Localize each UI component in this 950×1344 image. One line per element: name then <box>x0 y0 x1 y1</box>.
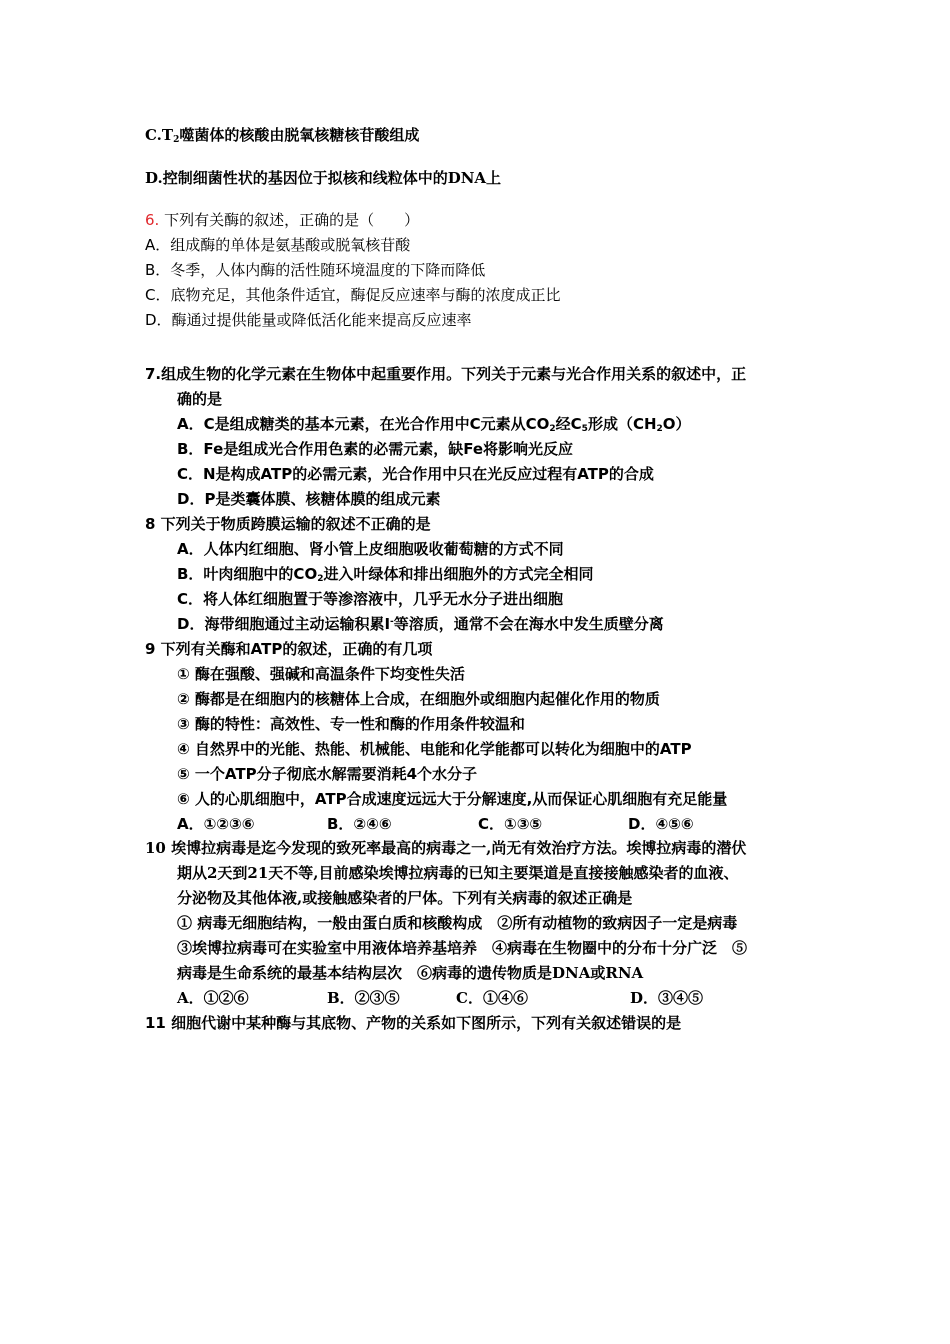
q10-stem: 10 埃博拉病毒是迄今发现的致死率最高的病毒之一,尚无有效治疗方法。埃博拉病毒的潜伏 <box>145 839 747 857</box>
q8-option-a: A．人体内红细胞、肾小管上皮细胞吸收葡萄糖的方式不同 <box>177 540 564 558</box>
q7-stem: 7.组成生物的化学元素在生物体中起重要作用。下列关于元素与光合作用关系的叙述中，正 <box>145 365 747 383</box>
q10-items-line1: ① 病毒无细胞结构，一般由蛋白质和核酸构成 ②所有动植物的致病因子一定是病毒 <box>177 914 738 932</box>
q6-stem: 6. 下列有关酶的叙述，正确的是（ ） <box>145 211 420 229</box>
q9-item-2: ② 酶都是在细胞内的核糖体上合成，在细胞外或细胞内起催化作用的物质 <box>177 690 660 708</box>
q8-stem: 8 下列关于物质跨膜运输的叙述不正确的是 <box>145 515 431 533</box>
q9-option-a: A．①②③⑥ <box>177 815 255 833</box>
q10-items-line3: 病毒是生命系统的最基本结构层次 ⑥病毒的遗传物质是DNA或RNA <box>177 964 644 982</box>
q6-option-c: C．底物充足，其他条件适宜，酶促反应速率与酶的浓度成正比 <box>145 286 561 304</box>
q5-option-d: D.控制细菌性状的基因位于拟核和线粒体中的DNA上 <box>145 169 502 187</box>
q5-option-c: $C.T_2$噬菌体的核酸由脱氧核糖核苷酸组成 <box>145 126 420 145</box>
q6-option-d: D．酶通过提供能量或降低活化能来提高反应速率 <box>145 311 472 329</box>
q9-item-5: ⑤ 一个ATP分子彻底水解需要消耗4个水分子 <box>177 765 478 783</box>
q8-option-d: D．海带细胞通过主动运输积累I-等溶质，通常不会在海水中发生质壁分离 <box>177 615 664 633</box>
q7-option-b: B．Fe是组成光合作用色素的必需元素，缺Fe将影响光反应 <box>177 440 574 458</box>
q9-item-4: ④ 自然界中的光能、热能、机械能、电能和化学能都可以转化为细胞中的ATP <box>177 740 692 758</box>
q7-option-a: A．C是组成糖类的基本元素，在光合作用中C元素从$CO_2$经$C_5$形成$(CH_2O)$ <box>177 415 691 434</box>
q6-number: 6. <box>145 211 160 229</box>
q6-option-b: B．冬季，人体内酶的活性随环境温度的下降而降低 <box>145 261 486 279</box>
q9-option-c: C．①③⑤ <box>478 815 543 833</box>
q9-option-b: B．②④⑥ <box>327 815 392 833</box>
q8-option-b: B．叶肉细胞中的$CO_2$进入叶绿体和排出细胞外的方式完全相同 <box>177 565 594 584</box>
q7-stem-cont: 确的是 <box>177 390 223 408</box>
q9-item-6: ⑥ 人的心肌细胞中，ATP合成速度远远大于分解速度,从而保证心肌细胞有充足能量 <box>177 790 728 808</box>
q7-option-c: C．N是构成ATP的必需元素，光合作用中只在光反应过程有ATP的合成 <box>177 465 654 483</box>
q9-stem: 9 下列有关酶和ATP的叙述，正确的有几项 <box>145 640 433 658</box>
q9-item-3: ③ 酶的特性：高效性、专一性和酶的作用条件较温和 <box>177 715 525 733</box>
q9-item-1: ① 酶在强酸、强碱和高温条件下均变性失活 <box>177 665 465 683</box>
q7-option-d: D．P是类囊体膜、核糖体膜的组成元素 <box>177 490 441 508</box>
q10-option-b: B．②③⑤ <box>327 989 400 1007</box>
q10-option-a: A．①②⑥ <box>177 989 249 1007</box>
q10-items-line2: ③埃博拉病毒可在实验室中用液体培养基培养 ④病毒在生物圈中的分布十分广泛 ⑤ <box>177 939 748 957</box>
q10-option-c: C．①④⑥ <box>456 989 528 1007</box>
q10-stem-line2: 期从2天到21天不等,目前感染埃博拉病毒的已知主要渠道是直接接触感染者的血液、 <box>177 864 739 882</box>
q6-option-a: A．组成酶的单体是氨基酸或脱氧核苷酸 <box>145 236 411 254</box>
q11-stem: 11 细胞代谢中某种酶与其底物、产物的关系如下图所示，下列有关叙述错误的是 <box>145 1014 682 1032</box>
q10-stem-line3: 分泌物及其他体液,或接触感染者的尸体。下列有关病毒的叙述正确是 <box>177 889 633 907</box>
q8-option-c: C．将人体红细胞置于等渗溶液中，几乎无水分子进出细胞 <box>177 590 564 608</box>
q9-option-d: D．④⑤⑥ <box>628 815 694 833</box>
q10-option-d: D．③④⑤ <box>630 989 704 1007</box>
